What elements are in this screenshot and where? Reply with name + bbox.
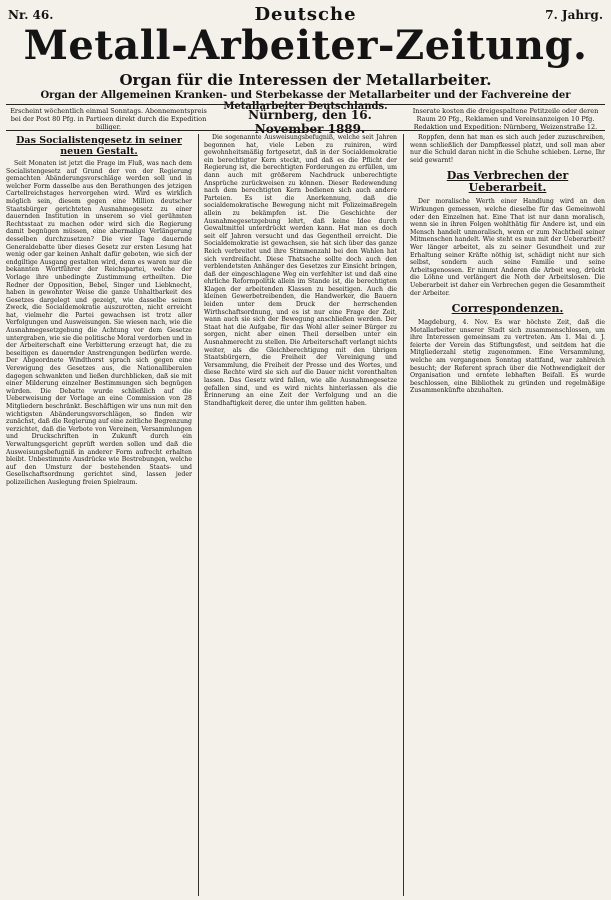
column-divider-1 [198,134,199,896]
top-line [6,4,605,24]
article-text-col3-intro: Roppfen, denn hat man es sich auch jeder zuzuschreiben, wenn schließlich der Dampfkessel platzt, und soll man aber nur die Schuld daran nicht in die Schuhe schieben. Lerne, Ihr seid gewarnt! [410,134,605,164]
subscription-info: Erscheint wöchentlich einmal Sonntags. Abonnementspreis bei der Post 80 Pfg. in Partieen direkt durch die Expedition billiger. [10,107,207,131]
organ-secondary-subtitle: Organ der Allgemeinen Kranken- und Sterbekasse der Metallarbeiter und der Fachvereine der Metallarbeiter Deutschlands. [40,90,571,112]
organ-subtitle: Organ für die Interessen der Metallarbeiter. [119,71,492,89]
masthead-title: Metall-Arbeiter-Zeitung. [23,22,588,69]
year-label: 7. Jahrg. [545,8,603,22]
article-title-socialistengesetz: Das Socialistengesetz in seiner neuen Gestalt. [16,135,182,157]
issue-number: Nr. 46. [8,8,54,22]
article-text-correspondenzen: Magdeburg, 4. Nov. Es war höchste Zeit, daß die Metallarbeiter unserer Stadt sich zusammenschlossen, um ihre Interessen gemeinsam zu vertreten. Am 1. Mai d. J. feierte der Verein das Stiftungsfest, und seitdem hat die Mitgliederzahl stetig zugenommen. Eine Versammlung, welche am vergangenen Sonntag stattfand, war zahlreich besucht; der Referent sprach über die Nothwendigkeit der Organisation und erntete lebhaften Beifall. Es wurde beschlossen, eine Bibliothek zu gründen und regelmäßige Zusammenkünfte abzuhalten. [410,319,605,395]
issue-date: Nürnberg, den 16. November 1889. [248,108,372,136]
header-rule-top [6,104,605,105]
column-2 [204,134,397,896]
section-title-correspondenzen: Correspondenzen. [451,302,564,316]
column-divider-2 [403,134,404,896]
section-title-ueberarbeit: Das Verbrechen der Ueberarbeit. [446,169,569,195]
article-text-col1: Seit Monaten ist jetzt die Frage im Fluß, was nach dem Socialistengesetz auf Grund der von der Regierung gemachten Abänderungsvorschläge werden soll und in welcher Form dasselbe aus den Berathungen des jetzigen Cartellreichstages hervorgehen wird. Wird es wirklich möglich sein, diesem gegen eine Million deutscher Staatsbürger gerichteten Ausnahmegesetz zu einer dauernden Institution in unserem so viel gerühmten Rechtsstaat zu machen oder wird sich die Regierung damit begnügen müssen, eine abermalige Verlängerung desselben durchzusetzen? Die vier Tage dauernde Generaldebatte über dieses Gesetz zur ersten Lesung hat wenig oder gar keinen Anhalt dafür geboten, wie sich der endgiltige Ausgang gestalten wird, denn es waren nur die bekannten Wortführer der Reichspartei, welche der Vorlage ihre unbedingte Zustimmung ertheilten. Die Redner der Opposition, Bebel, Singer und Liebknecht, haben in gewohnter Weise die ganze Unhaltbarkeit des Gesetzes dargelegt und gezeigt, wie dasselbe seinen Zweck, die Socialdemokratie auszurotten, nicht erreicht hat, vielmehr die Partei gewachsen ist trotz aller Verfolgungen und Ausweisungen. Sie wiesen nach, wie die Ausnahmegesetzgebung die Achtung vor dem Gesetze untergraben, wie sie die politische Moral verdorben und in der Arbeiterschaft eine Verbitterung erzeugt hat, die zu beseitigen es dauernder Anstrengungen bedürfen werde. Der Abgeordnete Windthorst sprach sich gegen eine Verewigung des Gesetzes aus, die Nationalliberalen dagegen schwankten und ließen durchblicken, daß sie mit einer Milderung einzelner Bestimmungen sich begnügen würden. Die Debatte wurde schließlich auf die Ueberweisung der Vorlage an eine Commission von 28 Mitgliedern beschränkt. Beschäftigen wir uns nun mit den wichtigsten Abänderungsvorschlägen, so finden wir zunächst, daß die Regierung auf eine zeitliche Begrenzung verzichtet, daß die Verbote von Vereinen, Versammlungen und Druckschriften in Zukunft durch ein Verwaltungsgericht geprüft werden sollen und daß die Ausweisungsbefugniß in anderer Form aufrecht erhalten bleibt. Unbestimmte Ausdrücke wie Bestrebungen, welche auf den Umsturz der bestehenden Staats- und Gesellschaftsordnung gerichtet sind, lassen jeder polizeilichen Auslegung freien Spielraum. [6,160,192,486]
article-text-ueberarbeit: Der moralische Werth einer Handlung wird an den Wirkungen gemessen, welche dieselbe für das Gemeinwohl oder den Einzelnen hat. Eine That ist nur dann moralisch, wenn sie in ihren Folgen wohlthätig für Andere ist, und ein Mensch handelt unmoralisch, wenn er zum Nachtheil seiner Mitmenschen handelt. Wie steht es nun mit der Ueberarbeit? Wer länger arbeitet, als zu seiner Gesundheit und zur Erhaltung seiner Kräfte nöthig ist, schädigt nicht nur sich selbst, sondern auch seine Familie und seine Arbeitsgenossen. Er nimmt Anderen die Arbeit weg, drückt die Löhne und verlängert die Noth der Arbeitslosen. Die Ueberarbeit ist daher ein Verbrechen gegen die Gesammtheit der Arbeiter. [410,198,605,297]
header-rule-bottom [6,130,605,131]
masthead-kicker: Deutsche [254,4,357,25]
advertising-info: Inserate kosten die dreigespaltene Petitzeile oder deren Raum 20 Pfg., Reklamen und Vereinsanzeigen 10 Pfg. Redaktion und Expedition: Nürnberg, Weizenstraße 12. [412,107,599,131]
newspaper-page [6,4,605,896]
column-1 [6,134,192,896]
article-text-col2: Die sogenannte Ausweisungsbefugniß, welche seit Jahren begonnen hat, viele Leben zu ruiniren, wird gewohnheitsmäßig fortgesetzt, daß in der Socialdemokratie ein berechtigter Kern steckt, und daß es die Pflicht der Regierung ist, die berechtigten Forderungen zu erfüllen, um dann auch mit größerem Nachdruck unberechtigte Ansprüche zurückweisen zu können. Dieser Redewendung nach dem berechtigten Kern bedienen sich auch andere Parteien. Es ist die Anerkennung, daß die socialdemokratische Bewegung nicht mit Polizeimaßregeln allein zu bekämpfen ist. Die Geschichte der Ausnahmegesetzgebung lehrt, daß keine Idee durch Gewaltmittel unterdrückt werden kann. Hat man es doch seit elf Jahren versucht und das Gegentheil erreicht. Die Socialdemokratie ist gewachsen, sie hat sich über das ganze Reich verbreitet und ihre Stimmenzahl bei den Wahlen hat sich verdreifacht. Diese Thatsache sollte doch auch den verblendetsten Anhänger des Gesetzes zur Einsicht bringen, daß der eingeschlagene Weg ein verfehlter ist und daß eine ehrliche Reformpolitik allein im Stande ist, die berechtigten Klagen der arbeitenden Klassen zu beseitigen. Auch die kleinen Gewerbetreibenden, die Handwerker, die Bauern leiden unter dem Druck der herrschenden Wirthschaftsordnung, und es ist nur eine Frage der Zeit, wann auch sie sich der Bewegung anschließen werden. Der Staat hat die Aufgabe, für das Wohl aller seiner Bürger zu sorgen, nicht aber einen Theil derselben unter ein Ausnahmerecht zu stellen. Die Arbeiterschaft verlangt nichts weiter, als die Gleichberechtigung mit den übrigen Staatsbürgern, die Freiheit der Vereinigung und Versammlung, die Freiheit der Presse und des Wortes, und diese Rechte wird sie sich auf die Dauer nicht vorenthalten lassen. Das Gesetz wird fallen, wie alle Ausnahmegesetze gefallen sind, und es wird nichts hinterlassen als die Erinnerung an eine Zeit der Verfolgung und an die Standhaftigkeit derer, die unter ihm gelitten haben. [204,134,397,407]
column-3 [410,134,605,896]
